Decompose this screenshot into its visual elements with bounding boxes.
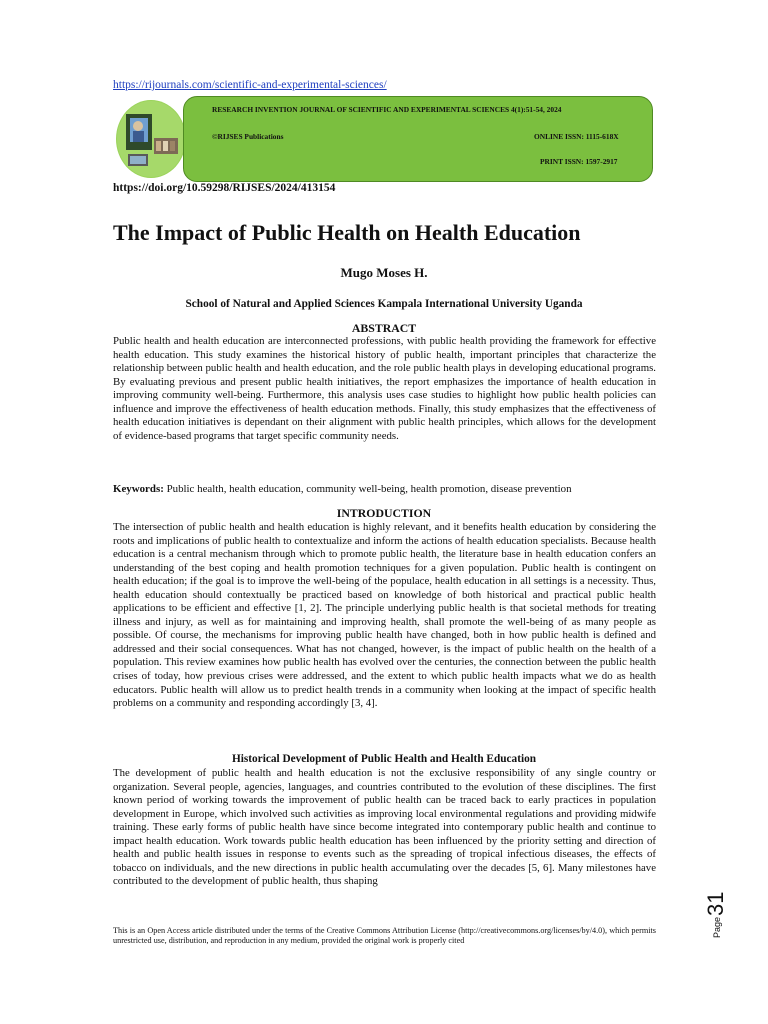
abstract-text: Public health and health education are interconnected professions, with public health providing the framework for effective health education. This study examines the historical history of public health, important principles that characterize the relationship between public health and health education, and the role public health plays in developing educational programs. By evaluating previous and present public health initiatives, the report emphasizes the importance of health education in improving community well-being. Furthermore, this analysis uses case studies to highlight how public health policies can influence and improve the effectiveness of health education methods. Finally, this study emphasizes that the effectiveness of health education initiatives is dependant on their alignment with public health principles, which allows for the development of evidence-based programs that target specific community needs.	[113, 335, 656, 442]
historical-heading: Historical Development of Public Health and Health Education	[231, 753, 537, 765]
article-title: The Impact of Public Health on Health Education	[113, 220, 581, 245]
journal-url-link[interactable]: https://rijournals.com/scientific-and-experimental-sciences/	[113, 79, 387, 91]
page-number-graphic	[703, 880, 728, 940]
historical-text: The development of public health and health education is not the exclusive responsibility of any single country or organization. Several people, agencies, languages, and countries contributed to the evolution of these disciplines. The first known period of working towards the improvement of public health can be traced back to early practices in population development in Europe, which involved such activities as improving local environmental regulations and providing midwife training. These early forms of public health have since become integrated into contemporary public health and continue to impact health education. Work towards public health education has been influenced by the priority setting and direction of health and public health issues in response to events such as the spreading of tropical infectious diseases, the effects of tobacco on individuals, and the new directions in public health accumulating over the decades [5, 6]. Many milestones have contributed to the development of public health, thus shaping	[113, 767, 656, 888]
logo-illustration	[116, 100, 186, 178]
keywords-text: Public health, health education, community well-being, health promotion, disease prevention	[166, 483, 572, 495]
page-number-value: 31	[703, 891, 728, 916]
introduction-text: The intersection of public health and health education is highly relevant, and it benefits health education by considering the roots and implications of public health to contextualize and inform the actions of health education specialists. Because health education is a central mechanism through which to promote public health, the literature base in health education confers an understanding of the best coping and health promotion techniques for a given population. Public health is contingent on health education; if the goal is to improve the well-being of the populace, health education in all settings is a necessity. Thus, health education should contextually be practiced based on knowledge of both historical and practical public health applications to be efficient and effective [1, 2]. The principle underlying public health is that societal methods for treating illness and injury, as well as for maintaining and improving health, shall promote the well-being of as many people as possible. Of course, the mechanisms for improving public health have changed, both in how public health is defined and addressed and their social consequences. What has not changed, however, is the impact of public health on the health of a population. This review examines how public health has evolved over the centuries, the connection between the public health crises of today, how previous crises were addressed, and the extent to which public health impacts what we do as health educators. Public health will allow us to predict health trends in a community when looking at the impact of specific health problems on a community and responding accordingly [3, 4].	[113, 521, 656, 710]
print-issn: PRINT ISSN: 1597-2917	[540, 157, 618, 166]
journal-logo	[116, 100, 186, 178]
page-label: Page	[712, 916, 722, 938]
journal-name: RESEARCH INVENTION JOURNAL OF SCIENTIFIC AND EXPERIMENTAL SCIENCES 4(1):51-54, 2024	[212, 105, 562, 114]
keywords-line	[113, 483, 673, 495]
journal-banner	[183, 96, 653, 182]
online-issn: ONLINE ISSN: 1115-618X	[534, 132, 619, 141]
introduction-heading: INTRODUCTION	[336, 506, 432, 520]
keywords-label: Keywords:	[113, 483, 164, 495]
author-affiliation: School of Natural and Applied Sciences Kampala International University Uganda	[185, 298, 583, 310]
abstract-heading: ABSTRACT	[351, 321, 417, 335]
doi-link[interactable]: https://doi.org/10.59298/RIJSES/2024/413154	[113, 182, 336, 194]
license-footer: This is an Open Access article distributed under the terms of the Creative Commons Attribution License (http://creativecommons.org/licenses/by/4.0), which permits unrestricted use, distribution, and reproduction in any medium, provided the original work is properly cited	[113, 926, 656, 946]
page-number	[703, 880, 728, 940]
publisher-label: ©RIJSES Publications	[212, 132, 284, 141]
article-author: Mugo Moses H.	[340, 265, 428, 280]
